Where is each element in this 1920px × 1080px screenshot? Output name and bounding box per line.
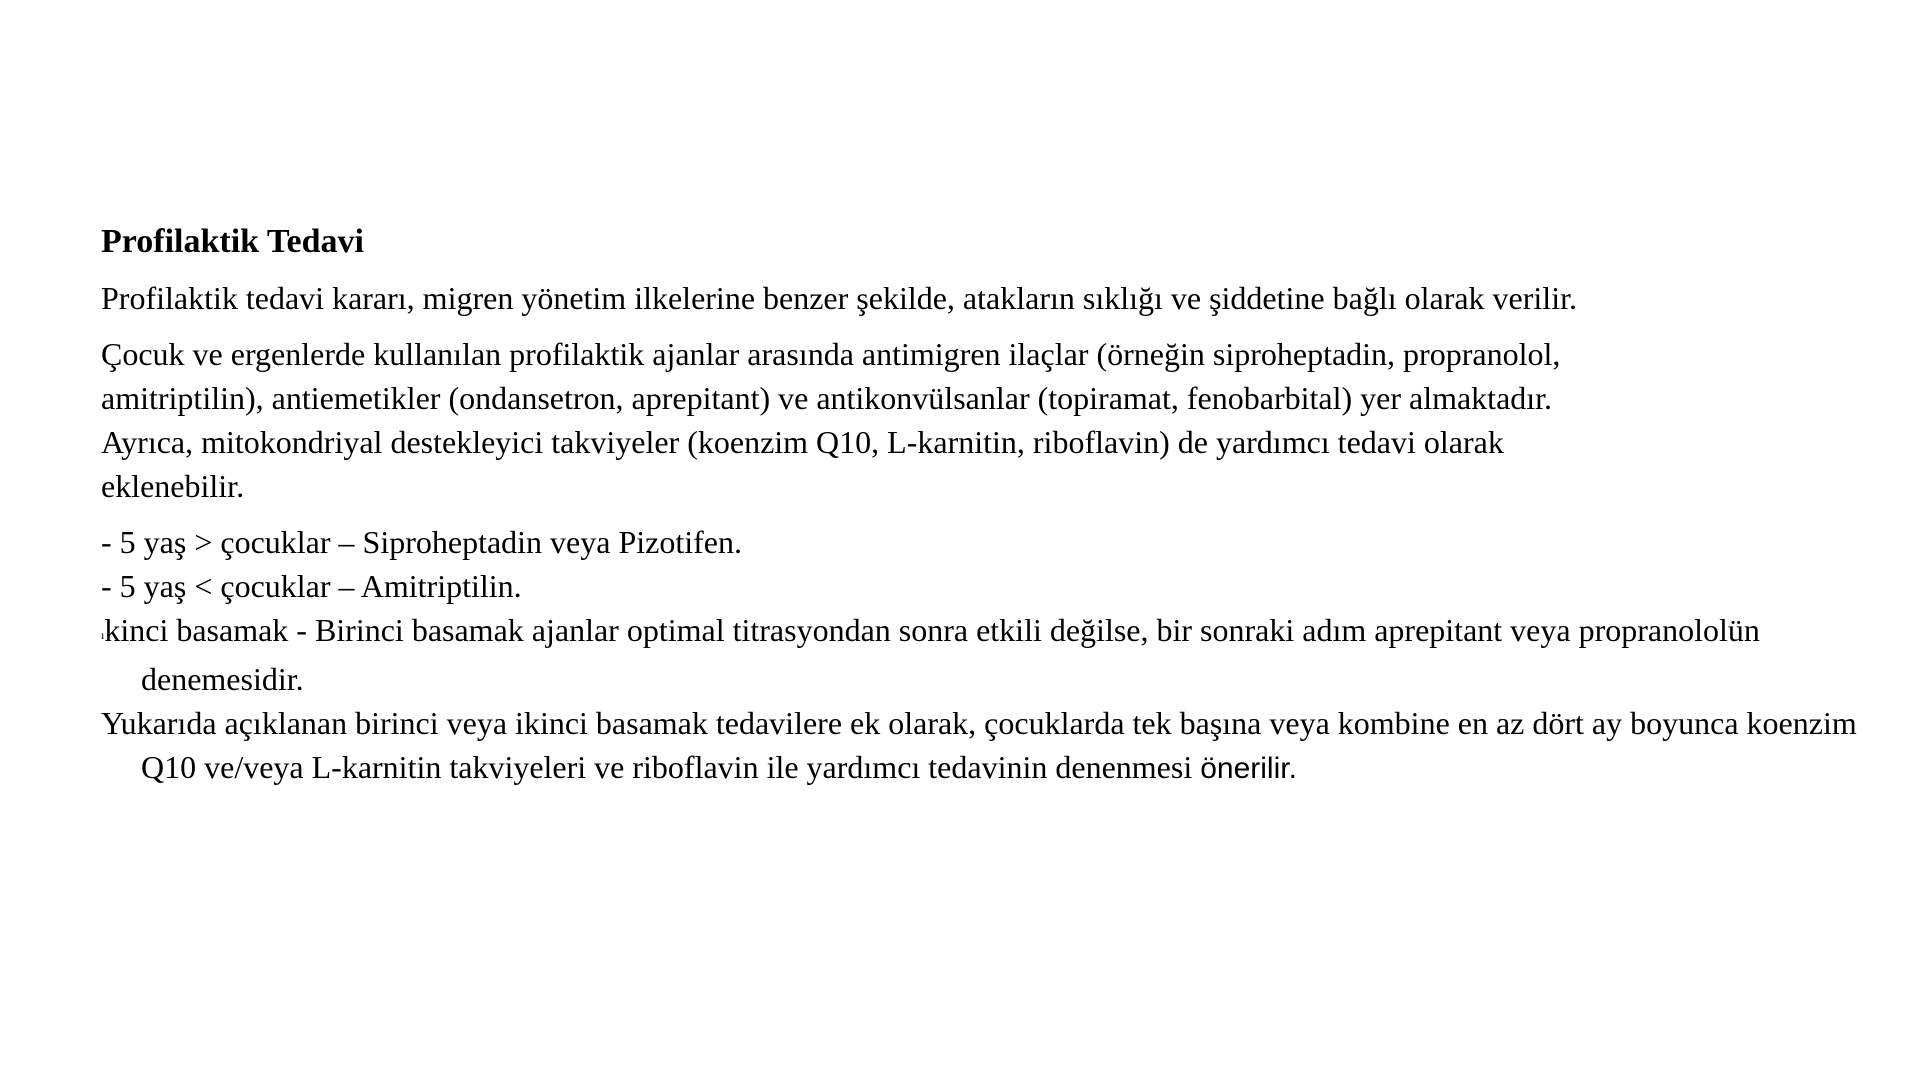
second-line-paragraph — [101, 608, 1881, 701]
second-line-text: kinci basamak - Birinci basamak ajanlar optimal titrasyondan sonra etkili değilse, bir sonraki adım aprepitant veya propranololün denemesidir. — [104, 612, 1760, 697]
document-body — [101, 220, 1881, 791]
second-line-initial: ı — [101, 628, 105, 642]
adjunct-therapy-text: Yukarıda açıklanan birinci veya ikinci basamak tedavilere ek olarak, çocuklarda tek başına veya kombine en az dört ay boyunca koenzim Q10 ve/veya L-karnitin takviyeleri ve riboflavin ile yardımcı tedavinin denenmesi — [101, 705, 1857, 785]
adjunct-therapy-last-word: önerilir. — [1200, 752, 1297, 785]
paragraph-agents — [101, 332, 1881, 508]
paragraph-agents-line-4: eklenebilir. — [101, 468, 245, 504]
section-heading: Profilaktik Tedavi — [101, 223, 364, 260]
paragraph-agents-line-1: Çocuk ve ergenlerde kullanılan profilaktik ajanlar arasında antimigren ilaçlar (örneğin siproheptadin, propranolol, — [101, 336, 1561, 372]
list-item-under-5: - 5 yaş < çocuklar – Amitriptilin. — [101, 568, 522, 604]
list-item-over-5: - 5 yaş > çocuklar – Siproheptadin veya Pizotifen. — [101, 524, 742, 560]
adjunct-therapy-paragraph — [101, 701, 1881, 791]
paragraph-decision: Profilaktik tedavi kararı, migren yönetim ilkelerine benzer şekilde, atakların sıklığı ve şiddetine bağlı olarak verilir. — [101, 280, 1577, 316]
paragraph-agents-line-2: amitriptilin), antiemetikler (ondansetron, aprepitant) ve antikonvülsanlar (topiramat, fenobarbital) yer almaktadır. — [101, 380, 1553, 416]
paragraph-agents-line-3: Ayrıca, mitokondriyal destekleyici takviyeler (koenzim Q10, L-karnitin, riboflavin) de yardımcı tedavi olarak — [101, 424, 1504, 460]
